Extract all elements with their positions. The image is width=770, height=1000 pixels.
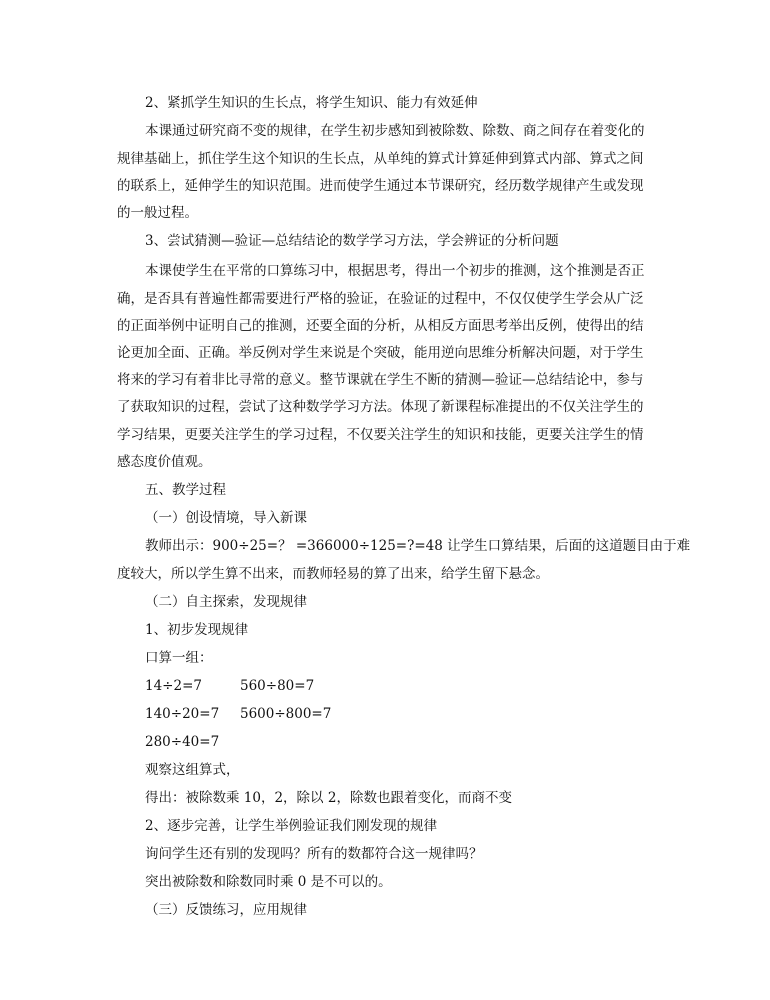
paragraph-line: 得出：被除数乘 10，2，除以 2，除数也跟着变化，而商不变 [145, 790, 512, 806]
paragraph-line: 了获取知识的过程，尝试了这种数学学习方法。体现了新课程标准提出的不仅关注学生的 [117, 399, 644, 415]
equation: 560÷80=7 [240, 678, 315, 694]
equation: 140÷20=7 [145, 706, 220, 722]
paragraph-line: 观察这组算式， [145, 762, 240, 778]
equation-row [145, 705, 332, 723]
subsection-heading-3: （三）反馈练习，应用规律 [145, 902, 307, 918]
paragraph-line: 教师出示：900÷25=？ =366000÷125=?=48 让学生口算结果，后面的这道题目由于难 [145, 538, 691, 554]
paragraph-line: 的一般过程。 [117, 205, 198, 221]
section-heading-3: 3、尝试猜测—验证—总结结论的数学学习方法，学会辨证的分析问题 [145, 233, 559, 249]
paragraph-line: 的联系上，延伸学生的知识范围。进而使学生通过本节课研究，经历数学规律产生或发现 [117, 178, 644, 194]
paragraph-line: 感态度价值观。 [117, 454, 212, 470]
equation: 280÷40=7 [145, 734, 220, 750]
section-heading-2: 2、紧抓学生知识的生长点，将学生知识、能力有效延伸 [145, 95, 478, 111]
paragraph-line: 本课使学生在平常的口算练习中，根据思考，得出一个初步的推测，这个推测是否正 [145, 263, 645, 279]
equation: 14÷2=7 [145, 678, 202, 694]
paragraph-line: 确，是否具有普遍性都需要进行严格的验证，在验证的过程中，不仅仅使学生学会从广泛 [117, 291, 644, 307]
section-heading-teaching-process: 五、教学过程 [145, 482, 226, 498]
equation-row [145, 677, 315, 695]
paragraph-line: 学习结果，更要关注学生的学习过程，不仅要关注学生的知识和技能，更要关注学生的情 [117, 427, 644, 443]
paragraph-line: 的正面举例中证明自己的推测，还要全面的分析，从相反方面思考举出反例，使得出的结 [117, 318, 644, 334]
subsection-heading-1: （一）创设情境，导入新课 [145, 510, 307, 526]
subsection-heading-2: （二）自主探索，发现规律 [145, 594, 307, 610]
paragraph-line: 突出被除数和除数同时乘 0 是不可以的。 [145, 874, 392, 890]
equation: 5600÷800=7 [240, 706, 332, 722]
paragraph-line: 论更加全面、正确。举反例对学生来说是个突破，能用逆向思维分析解决问题，对于学生 [117, 345, 644, 361]
step-heading-1: 1、初步发现规律 [145, 622, 249, 638]
paragraph-line: 本课通过研究商不变的规律，在学生初步感知到被除数、除数、商之间存在着变化的 [145, 123, 645, 139]
paragraph-line: 度较大，所以学生算不出来，而教师轻易的算了出来，给学生留下悬念。 [117, 566, 549, 582]
step-heading-2: 2、逐步完善，让学生举例验证我们刚发现的规律 [145, 818, 438, 834]
paragraph-line: 将来的学习有着非比寻常的意义。整节课就在学生不断的猜测—验证—总结结论中，参与 [117, 372, 644, 388]
paragraph-line: 询问学生还有别的发现吗？所有的数都符合这一规律吗？ [145, 846, 483, 862]
paragraph-line: 口算一组： [145, 650, 213, 666]
paragraph-line: 规律基础上，抓住学生这个知识的生长点，从单纯的算式计算延伸到算式内部、算式之间 [117, 151, 644, 167]
